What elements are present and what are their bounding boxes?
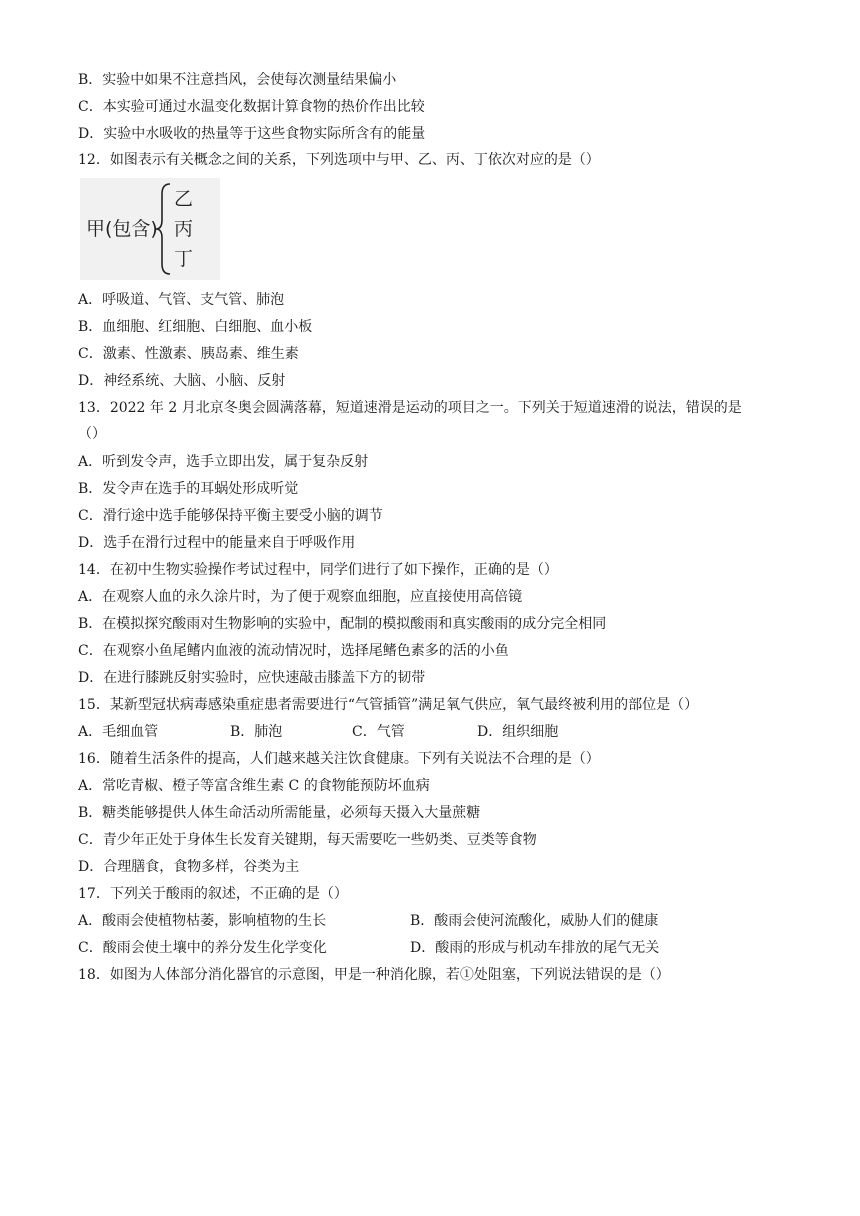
q15-stem: 15．某新型冠状病毒感染重症患者需要进行“气管插管”满足氧气供应，氧气最终被利用的部位是（）	[78, 697, 699, 713]
q14-option-d: D．在进行膝跳反射实验时，应快速敲击膝盖下方的韧带	[78, 670, 426, 686]
q13-stem-line1: 13．2022 年 2 月北京冬奥会圆满落幕，短道速滑是运动的项目之一。下列关于短道速滑的说法，错误的是	[78, 400, 742, 416]
figure-item-1: 乙	[174, 188, 194, 210]
q15-options	[78, 722, 778, 742]
q17-option-b: B．酸雨会使河流酸化，威胁人们的健康	[410, 913, 659, 929]
q17-option-a: A．酸雨会使植物枯萎，影响植物的生长	[78, 913, 327, 929]
q15-option-b: B．肺泡	[230, 724, 283, 740]
q15-option-a: A．毛细血管	[78, 724, 159, 740]
q12-option-b: B．血细胞、红细胞、白细胞、血小板	[78, 319, 313, 335]
q16-option-d: D．合理膳食，食物多样，谷类为主	[78, 859, 300, 875]
q14-option-c: C．在观察小鱼尾鳍内血液的流动情况时，选择尾鳍色素多的活的小鱼	[78, 643, 509, 659]
q11-option-c: C．本实验可通过水温变化数据计算食物的热价作出比较	[78, 99, 425, 115]
q16-stem: 16．随着生活条件的提高，人们越来越关注饮食健康。下列有关说法不合理的是（）	[78, 751, 600, 767]
figure-left-label: 甲(包含)	[86, 218, 158, 240]
q16-option-c: C．青少年正处于身体生长发育关键期，每天需要吃一些奶类、豆类等食物	[78, 832, 537, 848]
q13-option-c: C．滑行途中选手能够保持平衡主要受小脑的调节	[78, 508, 383, 524]
q12-option-a: A．呼吸道、气管、支气管、肺泡	[78, 292, 285, 308]
q13-option-d: D．选手在滑行过程中的能量来自于呼吸作用	[78, 535, 356, 551]
figure-item-3: 丁	[174, 248, 194, 270]
q18-stem: 18．如图为人体部分消化器官的示意图，甲是一种消化腺，若①处阻塞，下列说法错误的是（）	[78, 967, 670, 983]
figure-right-items	[174, 184, 193, 274]
q15-option-c: C．气管	[352, 724, 405, 740]
q11-option-d: D．实验中水吸收的热量等于这些食物实际所含有的能量	[78, 126, 426, 142]
q16-option-a: A．常吃青椒、橙子等富含维生素 C 的食物能预防坏血病	[78, 778, 430, 794]
q13-stem-line2: （）	[78, 426, 106, 442]
q17-option-c: C．酸雨会使土壤中的养分发生化学变化	[78, 940, 327, 956]
q17-option-d: D．酸雨的形成与机动车排放的尾气无关	[410, 940, 660, 956]
concept-relation-figure	[80, 178, 220, 280]
q12-option-c: C．激素、性激素、胰岛素、维生素	[78, 346, 299, 362]
q13-option-a: A．听到发令声，选手立即出发，属于复杂反射	[78, 454, 369, 470]
q17-stem: 17．下列关于酸雨的叙述，不正确的是（）	[78, 886, 348, 902]
q17-options-row2	[78, 938, 798, 958]
figure-item-2: 丙	[174, 218, 194, 240]
brace-icon	[154, 182, 174, 276]
q11-option-b: B．实验中如果不注意挡风，会使每次测量结果偏小	[78, 72, 397, 88]
q15-option-d: D．组织细胞	[477, 724, 559, 740]
q12-stem: 12．如图表示有关概念之间的关系，下列选项中与甲、乙、丙、丁依次对应的是（）	[78, 152, 600, 168]
q12-option-d: D．神经系统、大脑、小脑、反射	[78, 373, 286, 389]
q13-option-b: B．发令声在选手的耳蜗处形成听觉	[78, 481, 299, 497]
q14-stem: 14．在初中生物实验操作考试过程中，同学们进行了如下操作，正确的是（）	[78, 562, 558, 578]
q17-options-row1	[78, 911, 798, 931]
q16-option-b: B．糖类能够提供人体生命活动所需能量，必须每天摄入大量蔗糖	[78, 805, 481, 821]
q14-option-b: B．在模拟探究酸雨对生物影响的实验中，配制的模拟酸雨和真实酸雨的成分完全相同	[78, 616, 607, 632]
q14-option-a: A．在观察人血的永久涂片时，为了便于观察血细胞，应直接使用高倍镜	[78, 589, 523, 605]
